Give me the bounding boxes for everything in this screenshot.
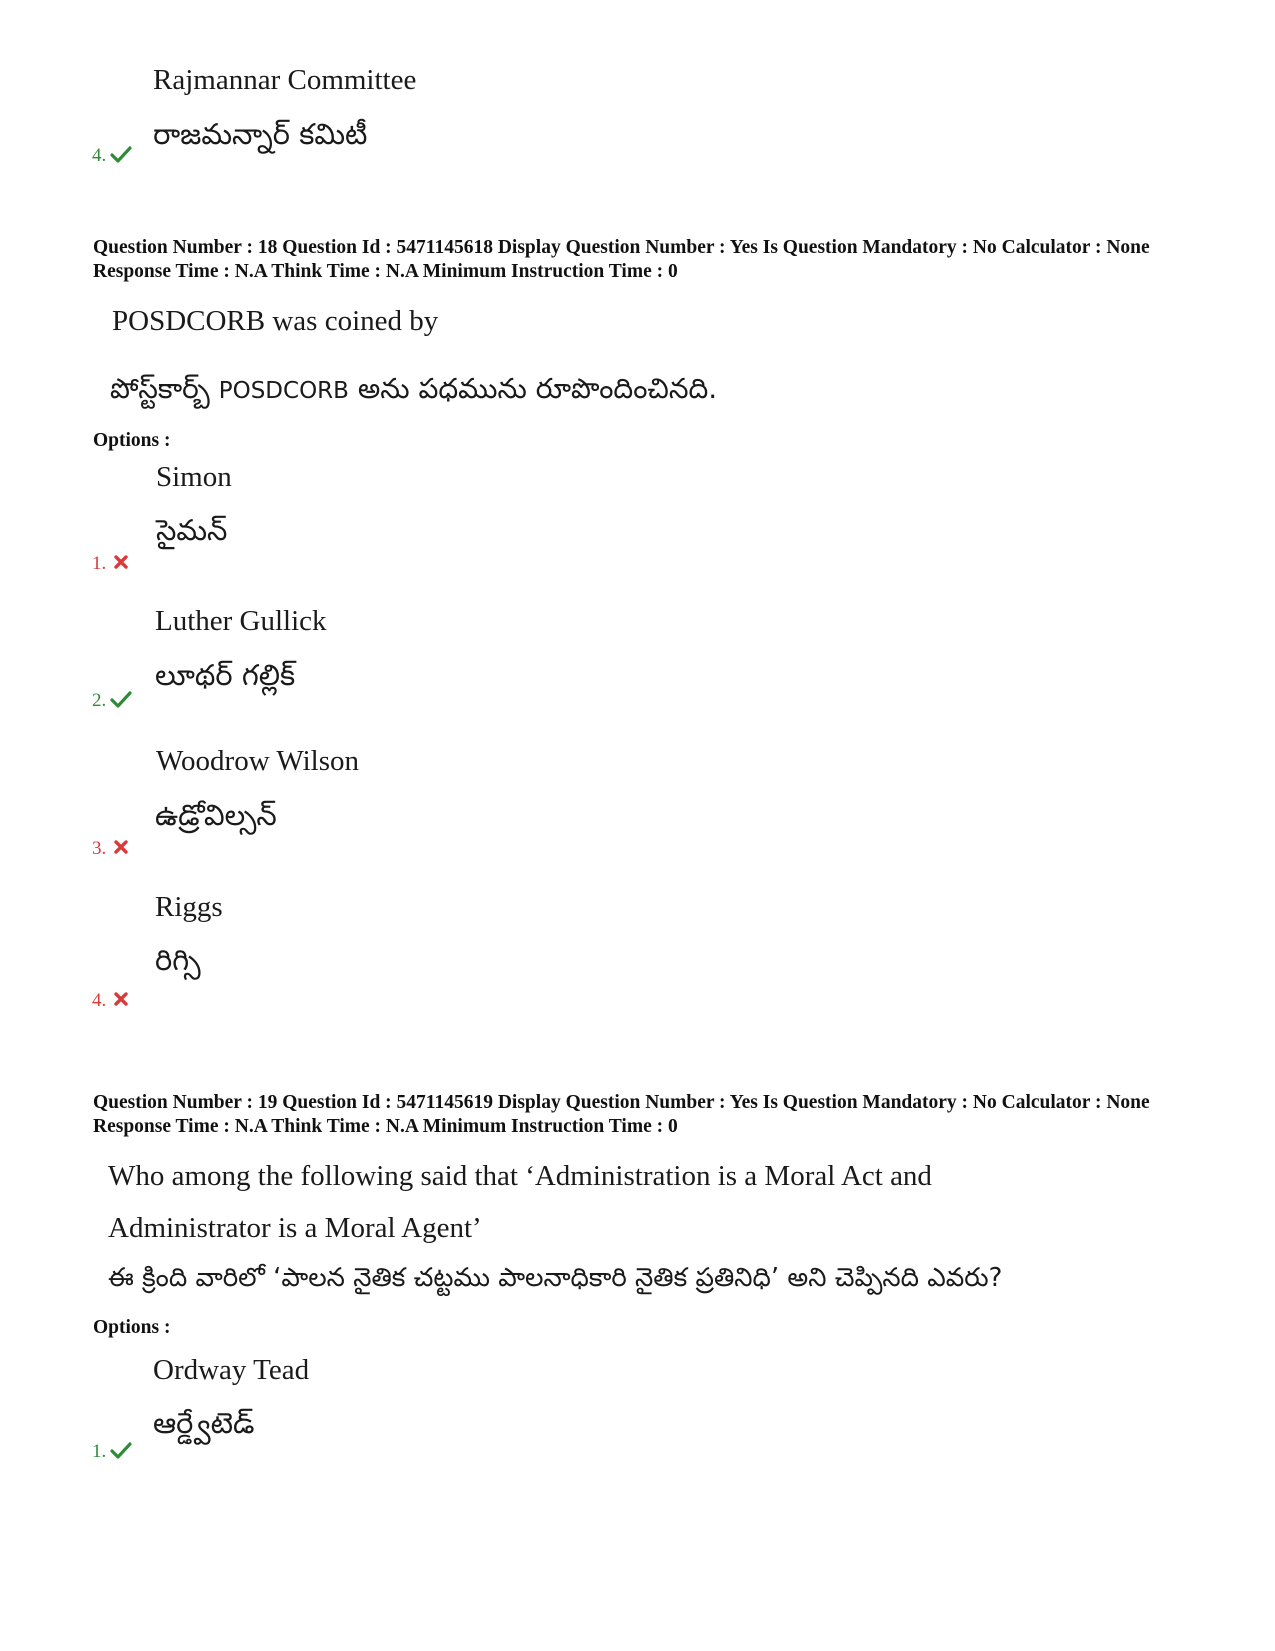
option-number: 3. — [92, 838, 107, 859]
option-text-en: Ordway Tead — [153, 1354, 310, 1386]
option-text-en: Luther Gullick — [155, 605, 327, 637]
option-text-en: Simon — [156, 461, 232, 493]
question-text-te — [110, 372, 717, 412]
cross-icon — [110, 990, 132, 1008]
option-text-en: Rajmannar Committee — [153, 64, 417, 96]
cross-icon — [110, 553, 132, 571]
cross-icon — [110, 838, 132, 856]
option-text-te: ఆర్డ్వేటెడ్ — [153, 1406, 255, 1440]
question-te-latin: POSDCORB — [218, 378, 349, 404]
option-number: 2. — [92, 690, 107, 711]
question-text-te: ఈ క్రింది వారిలో ‘పాలన నైతిక చట్టము పాలనాధికారి నైతిక ప్రతినిధి’ అని చెప్పినది ఎవరు? — [108, 1263, 1003, 1293]
check-icon — [110, 145, 132, 163]
question-meta: Question Number : 18 Question Id : 5471145618 Display Question Number : Yes Is Question Mandatory : No Calculator : None Response Time : N.A Think Time : N.A Minimum Instruction Time : 0 — [93, 237, 1150, 282]
question-te-prefix: పోస్ట్‌కార్బ్ — [110, 372, 210, 405]
option-text-te: రిగ్సి — [155, 943, 201, 977]
option-marker — [92, 690, 132, 712]
question-te-suffix: అను పధమును రూపొందించినది. — [357, 372, 718, 405]
option-text-te: సైమన్ — [156, 513, 228, 547]
option-text-en: Woodrow Wilson — [156, 745, 359, 777]
option-marker — [92, 1441, 132, 1463]
option-number: 1. — [92, 1441, 107, 1462]
option-marker — [92, 990, 132, 1012]
option-text-te: ఉడ్రోవిల్సన్ — [155, 798, 277, 832]
check-icon — [110, 690, 132, 708]
option-marker — [92, 553, 132, 575]
option-marker — [92, 145, 132, 167]
option-number: 1. — [92, 553, 107, 574]
option-text-te: రాజమన్నార్ కమిటీ — [153, 117, 368, 151]
options-label: Options : — [93, 430, 171, 451]
question-text-en-line2: Administrator is a Moral Agent’ — [108, 1212, 482, 1244]
check-icon — [110, 1441, 132, 1459]
question-text-en: POSDCORB was coined by — [112, 305, 439, 337]
question-text-en-line1: Who among the following said that ‘Administration is a Moral Act and — [108, 1160, 932, 1192]
option-number: 4. — [92, 990, 107, 1011]
option-text-en: Riggs — [155, 891, 223, 923]
option-marker — [92, 838, 132, 860]
option-number: 4. — [92, 145, 107, 166]
options-label: Options : — [93, 1317, 171, 1338]
question-meta: Question Number : 19 Question Id : 5471145619 Display Question Number : Yes Is Question Mandatory : No Calculator : None Response Time : N.A Think Time : N.A Minimum Instruction Time : 0 — [93, 1092, 1150, 1137]
option-text-te: లూథర్ గల్లిక్ — [155, 658, 296, 692]
